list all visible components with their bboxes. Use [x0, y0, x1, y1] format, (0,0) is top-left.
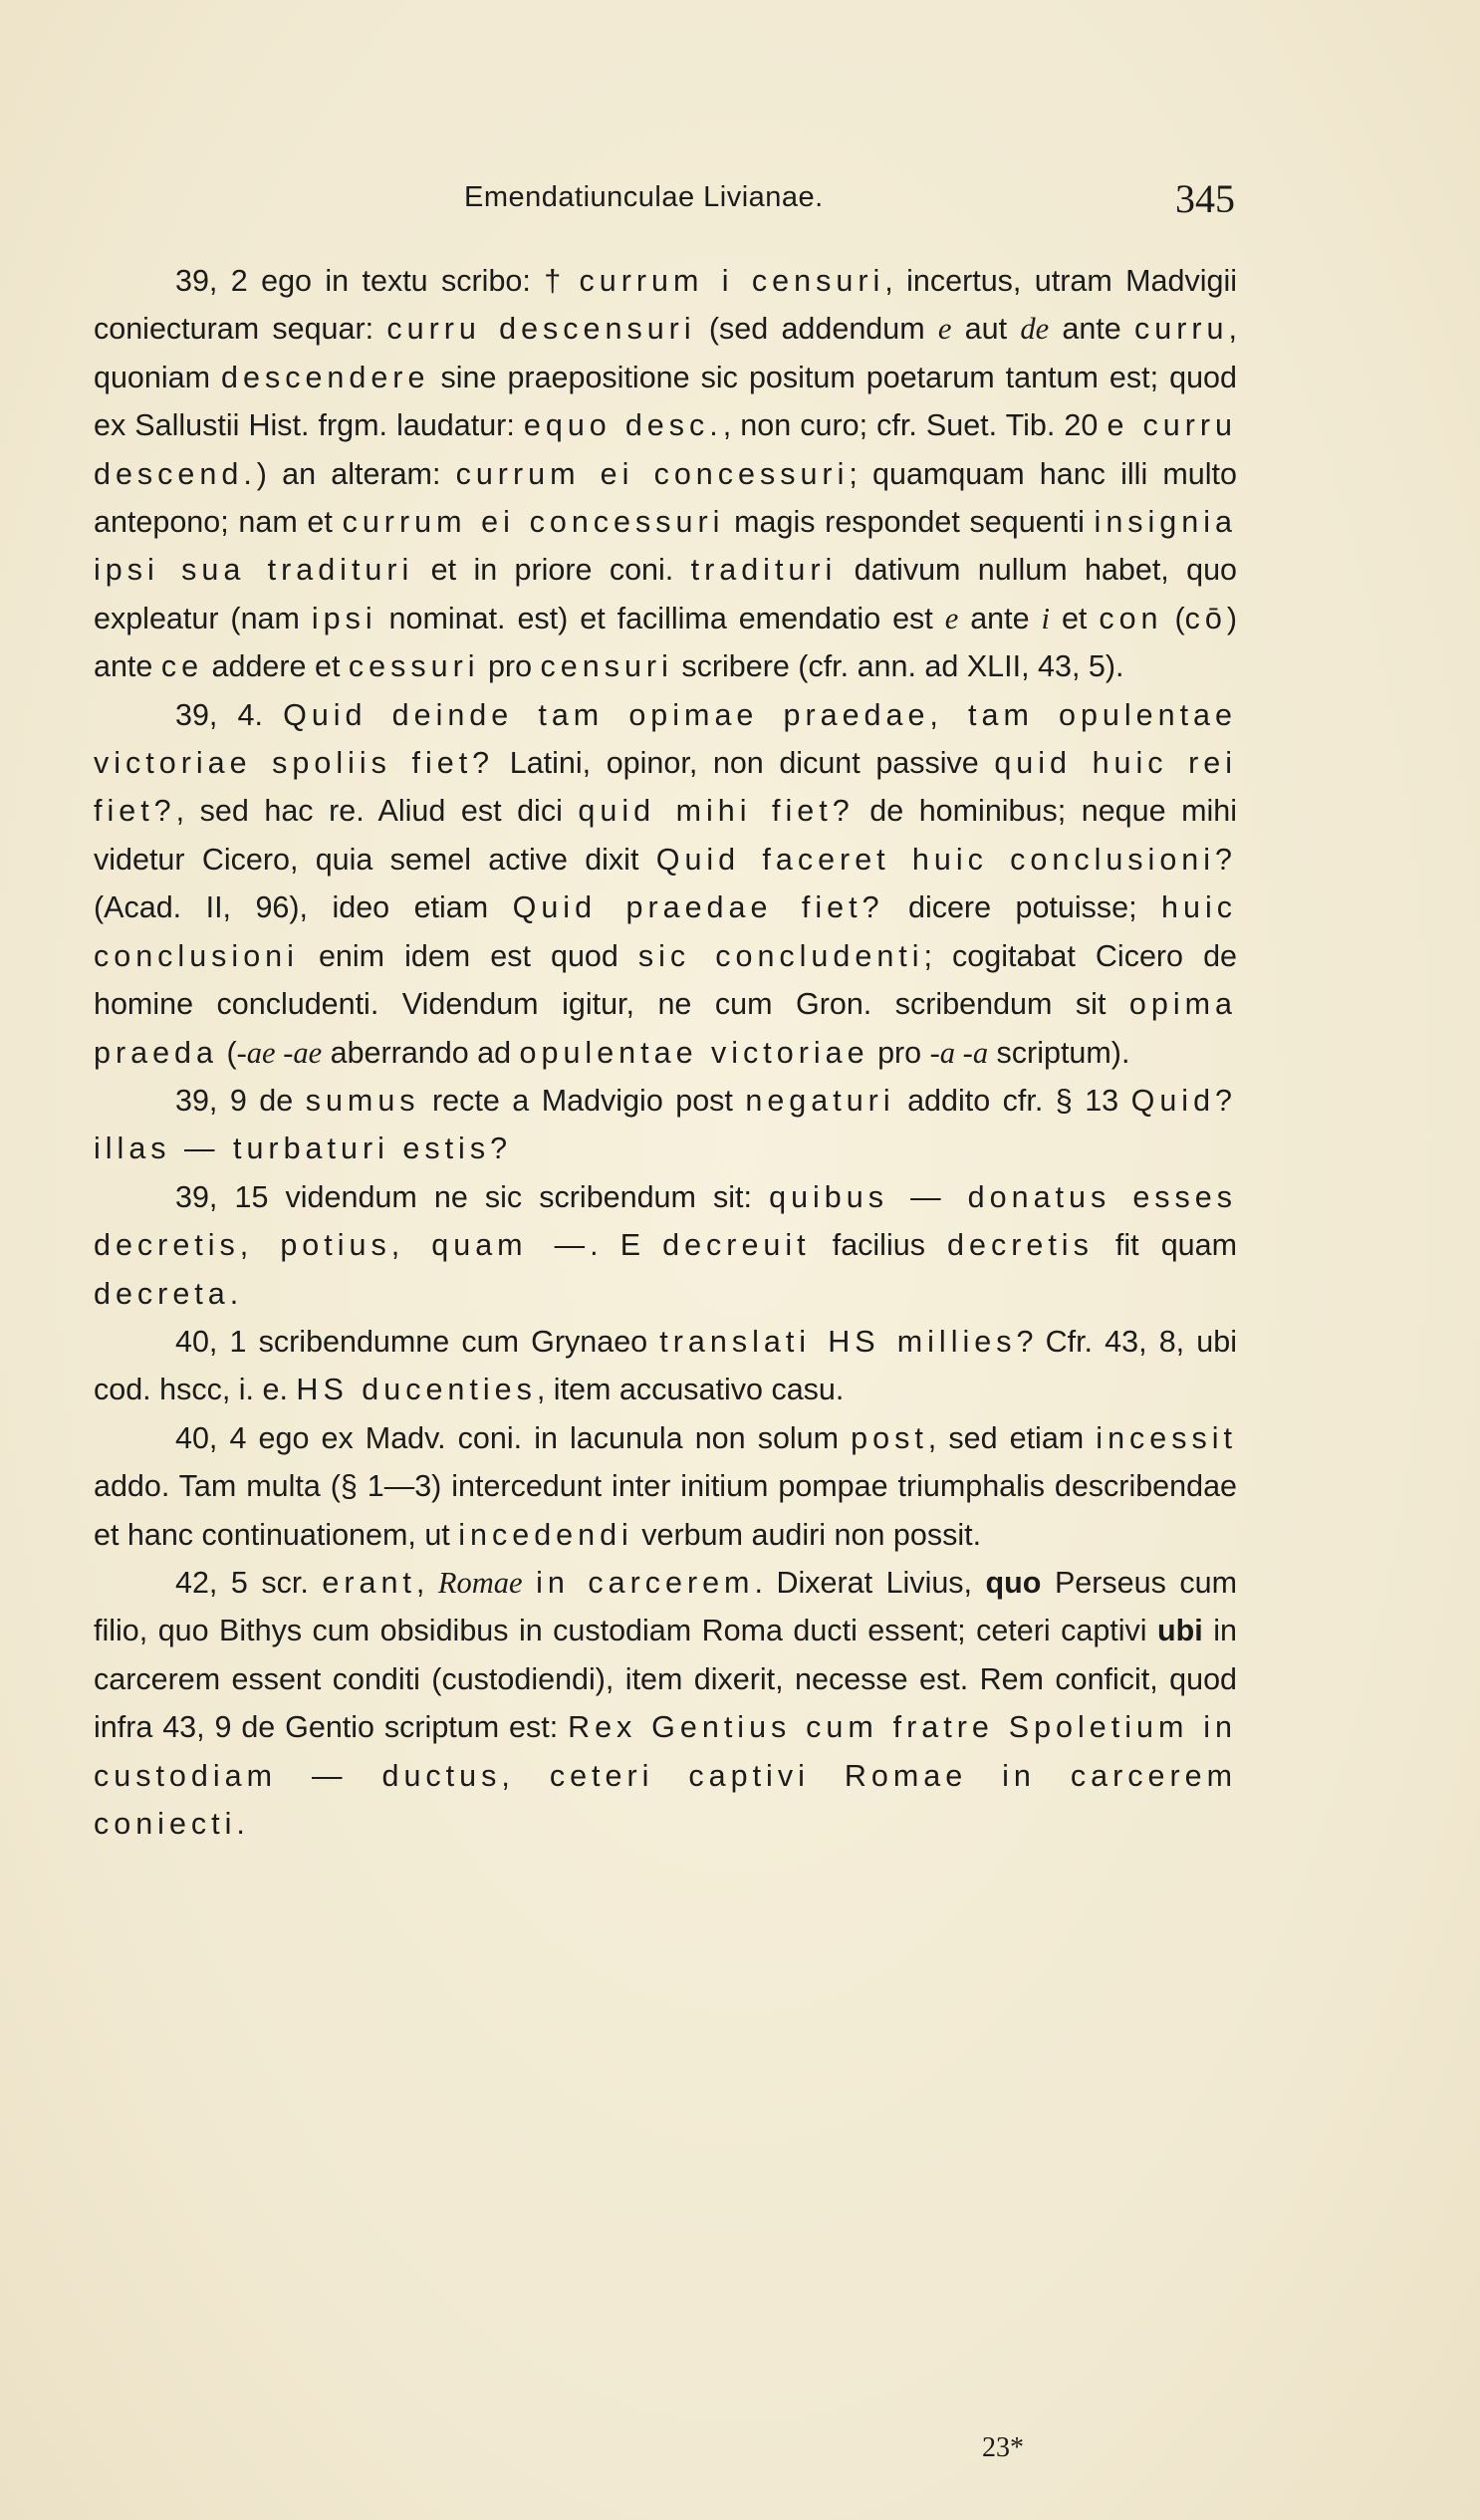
text-run: , item accusativo casu. [536, 1373, 845, 1407]
text-run: , non curo; cfr. Suet. Tib. 20 [722, 408, 1108, 443]
text-run: . Dixerat Livius, [754, 1565, 986, 1600]
spaced-text: e curru descend. [94, 408, 1237, 491]
text-run: 39, 15 videndum ne sic scribendum sit: [175, 1179, 770, 1214]
text-run: aberrando ad [322, 1035, 520, 1070]
italic-text: -ae -ae [236, 1035, 323, 1070]
spaced-text: Quid deinde tam opimae praedae, tam opulentae victoriae spoliis fiet? [94, 697, 1237, 781]
text-run: 39, 4. [175, 697, 284, 732]
text-run: scriptum). [988, 1035, 1130, 1070]
spaced-text: sic concludenti [637, 938, 924, 973]
spaced-text: descendere [221, 360, 430, 394]
spaced-text: quibus — donatus esses decretis, potius, quam — [94, 1179, 1237, 1263]
body-text [94, 257, 1237, 1848]
text-run: , sed etiam [927, 1420, 1097, 1455]
text-run: addo. Tam multa (§ 1—3) intercedunt inter initium pompae triumphalis describendae et hanc continuationem, ut [94, 1469, 1237, 1552]
paragraph [94, 1173, 1237, 1318]
text-run: dativum nullum habet, quo expleatur (nam [94, 553, 1237, 635]
running-title: Emendatiunculae Livianae. [464, 181, 824, 213]
text-run: 39, 9 de [175, 1083, 306, 1118]
paragraph [94, 691, 1237, 1077]
spaced-text: decreuit [662, 1228, 811, 1263]
running-header [0, 167, 1480, 227]
text-run: ; cogitabat Cicero de homine concludenti. Videndum igitur, ne cum Gron. scribendum sit [94, 938, 1237, 1022]
spaced-text: incessit [1096, 1420, 1237, 1455]
text-run: 40, 1 scribendumne cum Grynaeo [175, 1324, 660, 1359]
text-run: enim idem est quod [298, 938, 638, 973]
spaced-text: Quid? illas — turbaturi estis? [94, 1083, 1237, 1166]
spaced-text: decretis [947, 1228, 1094, 1263]
text-run: in carcerem essent conditi (custodiendi), item dixerit, necesse est. Rem conficit, quod infra 43, 9 de Gentio scriptum est: [94, 1614, 1237, 1745]
text-run: dicere potuisse; [883, 890, 1162, 925]
spaced-text: currum i censuri [579, 264, 885, 298]
bold-text: quo [985, 1565, 1042, 1600]
text-run: et in priore coni. [413, 553, 691, 588]
text-run: ante [1049, 312, 1135, 347]
text-run: scribere (cfr. ann. ad XLII, 43, 5). [672, 649, 1124, 684]
text-run: Perseus cum filio, quo Bithys cum obsidibus in custodiam Roma ducti essent; ceteri captivi [94, 1565, 1237, 1648]
italic-text: de [1020, 312, 1050, 347]
text-run: ( [1162, 601, 1185, 635]
spaced-text: cō [1184, 601, 1227, 635]
spaced-text: ipsi [311, 601, 377, 635]
text-run [523, 1566, 537, 1600]
paragraph [94, 257, 1237, 691]
bold-text: ubi [1157, 1614, 1203, 1648]
text-run: , incertus, utram Madvigii coniecturam sequar: [94, 264, 1237, 347]
spaced-text: HS ducenties [296, 1373, 537, 1407]
text-run: aut [951, 312, 1021, 347]
spaced-text: tradituri [690, 553, 838, 588]
italic-text: e [944, 601, 959, 635]
spaced-text: censuri [540, 649, 673, 684]
text-run: . E [590, 1228, 663, 1263]
text-run: ( [217, 1035, 237, 1070]
text-run: et [1050, 601, 1100, 635]
spaced-text: Rex Gentius cum fratre Spoletium in custodiam — ductus, ceteri captivi Romae in carcerem coniecti [94, 1710, 1237, 1841]
text-run: addere et [203, 649, 349, 684]
text-run: , quoniam [94, 312, 1237, 394]
text-run: fit quam [1093, 1228, 1237, 1263]
text-run: . [229, 1276, 239, 1311]
spaced-text: curru descensuri [386, 312, 696, 347]
spaced-text: ce [160, 649, 204, 684]
italic-text: -a -a [929, 1035, 989, 1070]
spaced-text: quid huic rei fiet? [94, 746, 1238, 829]
text-run: ante [958, 601, 1042, 635]
spaced-text: cessuri [348, 649, 480, 684]
spaced-text: con [1099, 601, 1163, 635]
text-run: sine praepositione sic positum poetarum tantum est; quod ex Sallustii Hist. frgm. laudatur: [94, 360, 1237, 443]
italic-text: i [1041, 601, 1050, 635]
text-run: 42, 5 scr. [175, 1565, 323, 1600]
page-number: 345 [1175, 176, 1235, 221]
text-run: recte a Madvigio post [419, 1083, 746, 1118]
italic-text: e [937, 312, 952, 347]
spaced-text: curru [1134, 312, 1229, 347]
text-run: Latini, opinor, non dicunt passive [494, 746, 995, 781]
spaced-text: in carcerem [536, 1565, 755, 1600]
signature-mark: 23* [982, 2432, 1024, 2463]
text-run: , sed hac re. Aliud est dici [175, 794, 579, 829]
text-run: ? Cfr. 43, 8, ubi cod. hscc, i. e. [94, 1324, 1237, 1407]
text-run: (Acad. II, 96), ideo etiam [94, 890, 513, 925]
text-run: . [236, 1807, 245, 1841]
spaced-text: decreta [94, 1276, 230, 1311]
spaced-text: sumus [305, 1083, 420, 1118]
spaced-text: negaturi [745, 1083, 895, 1118]
spaced-text: quid mihi fiet? [578, 794, 855, 829]
spaced-text: currum ei concessuri [342, 505, 725, 540]
text-run: nominat. est) et facillima emendatio est [376, 601, 945, 635]
spaced-text: equo desc. [523, 408, 723, 443]
text-run: ) an alteram: [256, 456, 456, 491]
spaced-text: huic conclusioni [94, 890, 1237, 973]
paragraph [94, 1559, 1237, 1848]
paragraph [94, 1077, 1237, 1173]
spaced-text: opima praeda [94, 987, 1237, 1070]
paragraph [94, 1318, 1237, 1414]
text-run: ; quamquam hanc illi multo antepono; nam et [94, 456, 1237, 540]
italic-text: Romae [437, 1565, 523, 1600]
text-run: (sed addendum [695, 312, 938, 347]
spaced-text: translati HS millies [659, 1324, 1017, 1359]
text-run: de hominibus; neque mihi videtur Cicero, quia semel active dixit [94, 794, 1238, 877]
spaced-text: opulentae victoriae [519, 1035, 869, 1070]
text-run: 39, 2 ego in textu scribo: † [175, 264, 580, 298]
spaced-text: post [851, 1420, 928, 1455]
spaced-text: incedendi [458, 1517, 633, 1552]
text-run: pro [868, 1035, 930, 1070]
text-run: addito cfr. § 13 [894, 1083, 1131, 1118]
paragraph [94, 1414, 1237, 1559]
spaced-text: Quid praedae fiet? [512, 890, 884, 925]
text-run: pro [479, 649, 541, 684]
spaced-text: Quid faceret huic conclusioni? [655, 842, 1237, 877]
spaced-text: erant [322, 1565, 416, 1600]
text-run: verbum audiri non possit. [632, 1517, 982, 1552]
spaced-text: currum ei concessuri [455, 456, 850, 491]
text-run: , [415, 1565, 438, 1600]
text-run: ) ante [94, 601, 1238, 684]
spaced-text: insignia ipsi sua tradituri [94, 505, 1237, 588]
text-run: 40, 4 ego ex Madv. coni. in lacunula non solum [175, 1420, 852, 1455]
text-run: facilius [810, 1228, 948, 1263]
text-run: magis respondet sequenti [724, 505, 1095, 540]
